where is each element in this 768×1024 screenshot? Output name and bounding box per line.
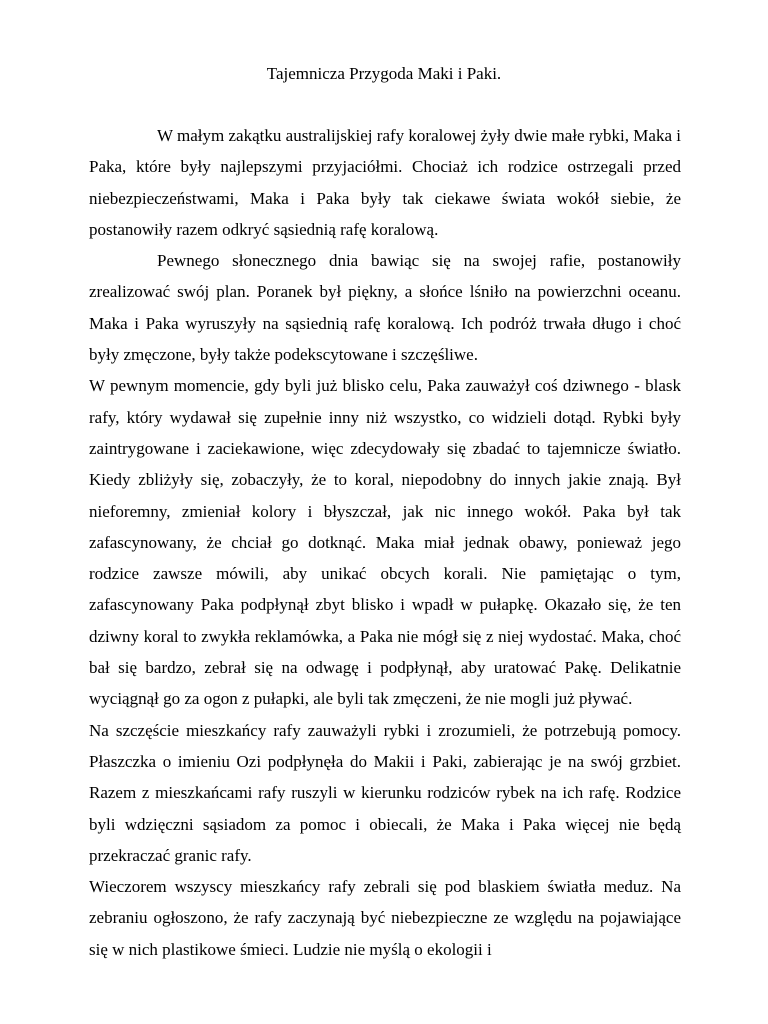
paragraph: W pewnym momencie, gdy byli już blisko celu, Paka zauważył coś dziwnego - blask rafy, który wydawał się zupełnie inny niż wszystko, co widzieli dotąd. Rybki były zaintrygowane i zaciekawione, więc zdecydowały się zbadać to tajemnicze światło. Kiedy zbliżyły się, zobaczyły, że to koral, niepodobny do innych jakie znają. Był nieforemny, zmieniał kolory i błyszczał, jak nic innego wokół. Paka był tak zafascynowany, że chciał go dotknąć. Maka miał jednak obawy, ponieważ jego rodzice zawsze mówili, aby unikać obcych korali. Nie pamiętając o tym, zafascynowany Paka podpłynął zbyt blisko i wpadł w pułapkę. Okazało się, że ten dziwny koral to zwykła reklamówka, a Paka nie mógł się z niej wydostać. Maka, choć bał się bardzo, zebrał się na odwagę i podpłynął, aby uratować Pakę. Delikatnie wyciągnął go za ogon z pułapki, ale byli tak zmęczeni, że nie mogli już pływać. <box>89 376 681 709</box>
paragraph: Na szczęście mieszkańcy rafy zauważyli rybki i zrozumieli, że potrzebują pomocy. Płaszczka o imieniu Ozi podpłynęła do Makii i Paki, zabierając je na swój grzbiet. Razem z mieszkańcami rafy ruszyli w kierunku rodziców rybek na ich rafę. Rodzice byli wdzięczni sąsiadom za pomoc i obiecali, że Maka i Paka więcej nie będą przekraczać granic rafy. <box>89 720 681 865</box>
document-title: Tajemnicza Przygoda Maki i Paki. <box>266 64 502 83</box>
paragraph: Pewnego słonecznego dnia bawiąc się na swojej rafie, postanowiły zrealizować swój plan. Poranek był piękny, a słońce lśniło na powierzchni oceanu. Maka i Paka wyruszyły na sąsiednią rafę koralową. Ich podróż trwała długo i choć były zmęczone, były także podekscytowane i szczęśliwe. <box>89 251 681 365</box>
paragraph: Wieczorem wszyscy mieszkańcy rafy zebrali się pod blaskiem światła meduz. Na zebraniu ogłoszono, że rafy zaczynają być niebezpieczne ze względu na pojawiające się w nich plastikowe śmieci. Ludzie nie myślą o ekologii i <box>89 877 681 959</box>
paragraph: W małym zakątku australijskiej rafy koralowej żyły dwie małe rybki, Maka i Paka, które były najlepszymi przyjaciółmi. Chociaż ich rodzice ostrzegali przed niebezpieczeństwami, Maka i Paka były tak ciekawe świata wokół siebie, że postanowiły razem odkryć sąsiednią rafę koralową. <box>89 126 681 239</box>
document-body <box>89 120 681 965</box>
